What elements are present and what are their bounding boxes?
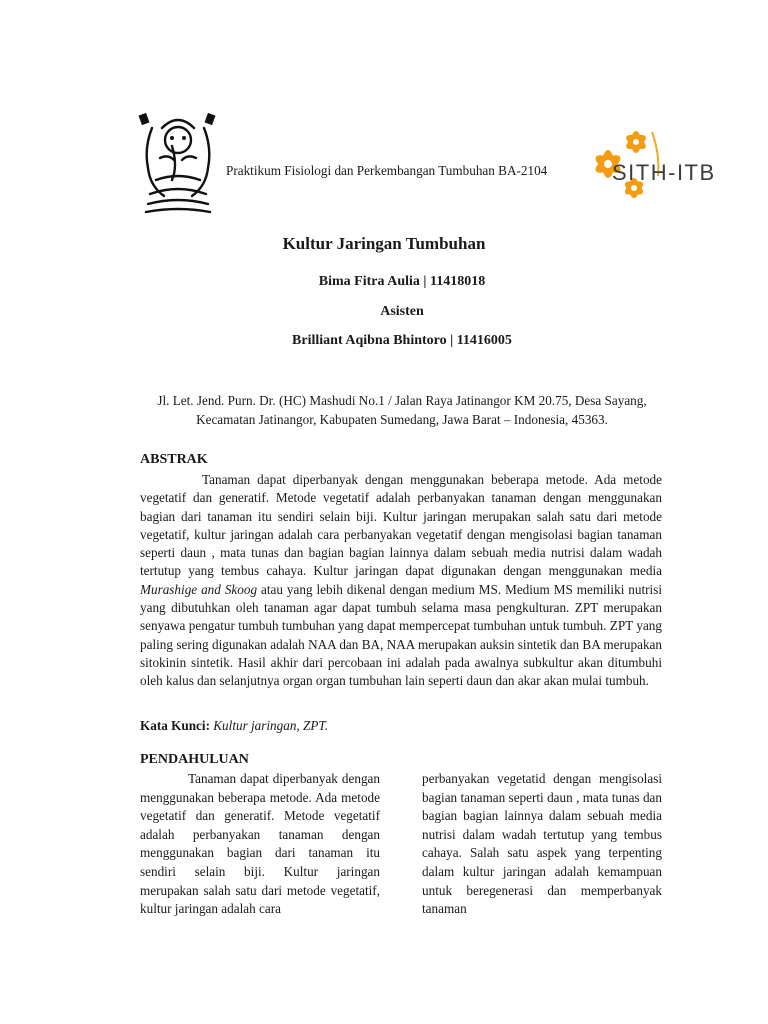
intro-right-column: perbanyakan vegetatid dengan mengisolasi bagian tanaman seperti daun , mata tunas dan bagian bagian lainnya dalam sebuah media nutrisi dalam wadah tertutup yang tembus cahaya. Salah satu aspek yang terpenting dalam kultur jaringan adalah kemampuan untuk beregenerasi dan memperbanyak tanaman — [422, 771, 662, 917]
itb-ganesha-logo-icon — [138, 108, 218, 218]
keywords-label: Kata Kunci: — [140, 718, 210, 733]
paper-title: Kultur Jaringan Tumbuhan — [282, 234, 486, 253]
assistant-line: Brilliant Aqibna Bhintoro | 11416005 — [292, 333, 512, 348]
keywords-line — [140, 718, 328, 734]
intro-heading: PENDAHULUAN — [140, 752, 249, 767]
abstract-text-1: Tanaman dapat diperbanyak dengan menggunakan beberapa metode. Ada metode vegetatif dan generatif. Metode vegetatif adalah perbanyakan tanaman dengan menggunakan bagian dari tanaman itu sendiri selain biji. Kultur jaringan merupakan salah satu dari metode vegetatif, kultur jaringan adalah cara perbanyakan vegetatif dengan mengisolasi bagian tanaman seperti daun , mata tunas dan bagian bagian lainnya dalam sebuah media nutrisi dalam wadah tertutup yang tembus cahaya. Kultur jaringan dapat digunakan dengan menggunakan media — [140, 472, 662, 579]
abstract-heading: ABSTRAK — [140, 452, 208, 467]
abstract-body — [140, 471, 662, 691]
sith-itb-wordmark: SITH-ITB — [612, 160, 716, 185]
assistant-label: Asisten — [380, 304, 424, 319]
author-line: Bima Fitra Aulia | 11418018 — [318, 274, 486, 289]
intro-left-column: Tanaman dapat diperbanyak dengan menggunakan beberapa metode. Ada metode vegetatif dan generatif. Metode vegetatif adalah perbanyakan tanaman dengan menggunakan bagian dari tanaman itu sendiri selain biji. Kultur jaringan merupakan salah satu dari metode vegetatif, kultur jaringan adalah cara — [140, 771, 380, 917]
abstract-text-2: atau yang lebih dikenal dengan medium MS. Medium MS memiliki nutrisi yang dibutuhkan oleh tanaman agar dapat tumbuh selama masa pengkulturan. ZPT merupakan senyawa pengatur tumbuh tumbuhan yang dapat mempercepat tumbuhan untuk tumbuh. ZPT yang paling sering digunakan adalah NAA dan BA, NAA merupakan auksin sintetik dan BA merupakan sitokinin sintetik. Hasil akhir dari percobaan ini adalah pada awalnya subkultur akan ditumbuhi oleh kalus dan selanjutnya organ organ tumbuhan lain seperti daun dan akar akan mulai tumbuh. — [140, 581, 663, 689]
keywords-value: Kultur jaringan, ZPT. — [213, 718, 329, 733]
address-block: Jl. Let. Jend. Purn. Dr. (HC) Mashudi No.1 / Jalan Raya Jatinangor KM 20.75, Desa Sayang, Kecamatan Jatinangor, Kabupaten Sumedang, Jawa Barat – Indonesia, 45363. — [157, 393, 647, 427]
abstract-italic-term: Murashige and Skoog — [140, 581, 258, 597]
course-header: Praktikum Fisiologi dan Perkembangan Tumbuhan BA-2104 — [226, 163, 548, 178]
